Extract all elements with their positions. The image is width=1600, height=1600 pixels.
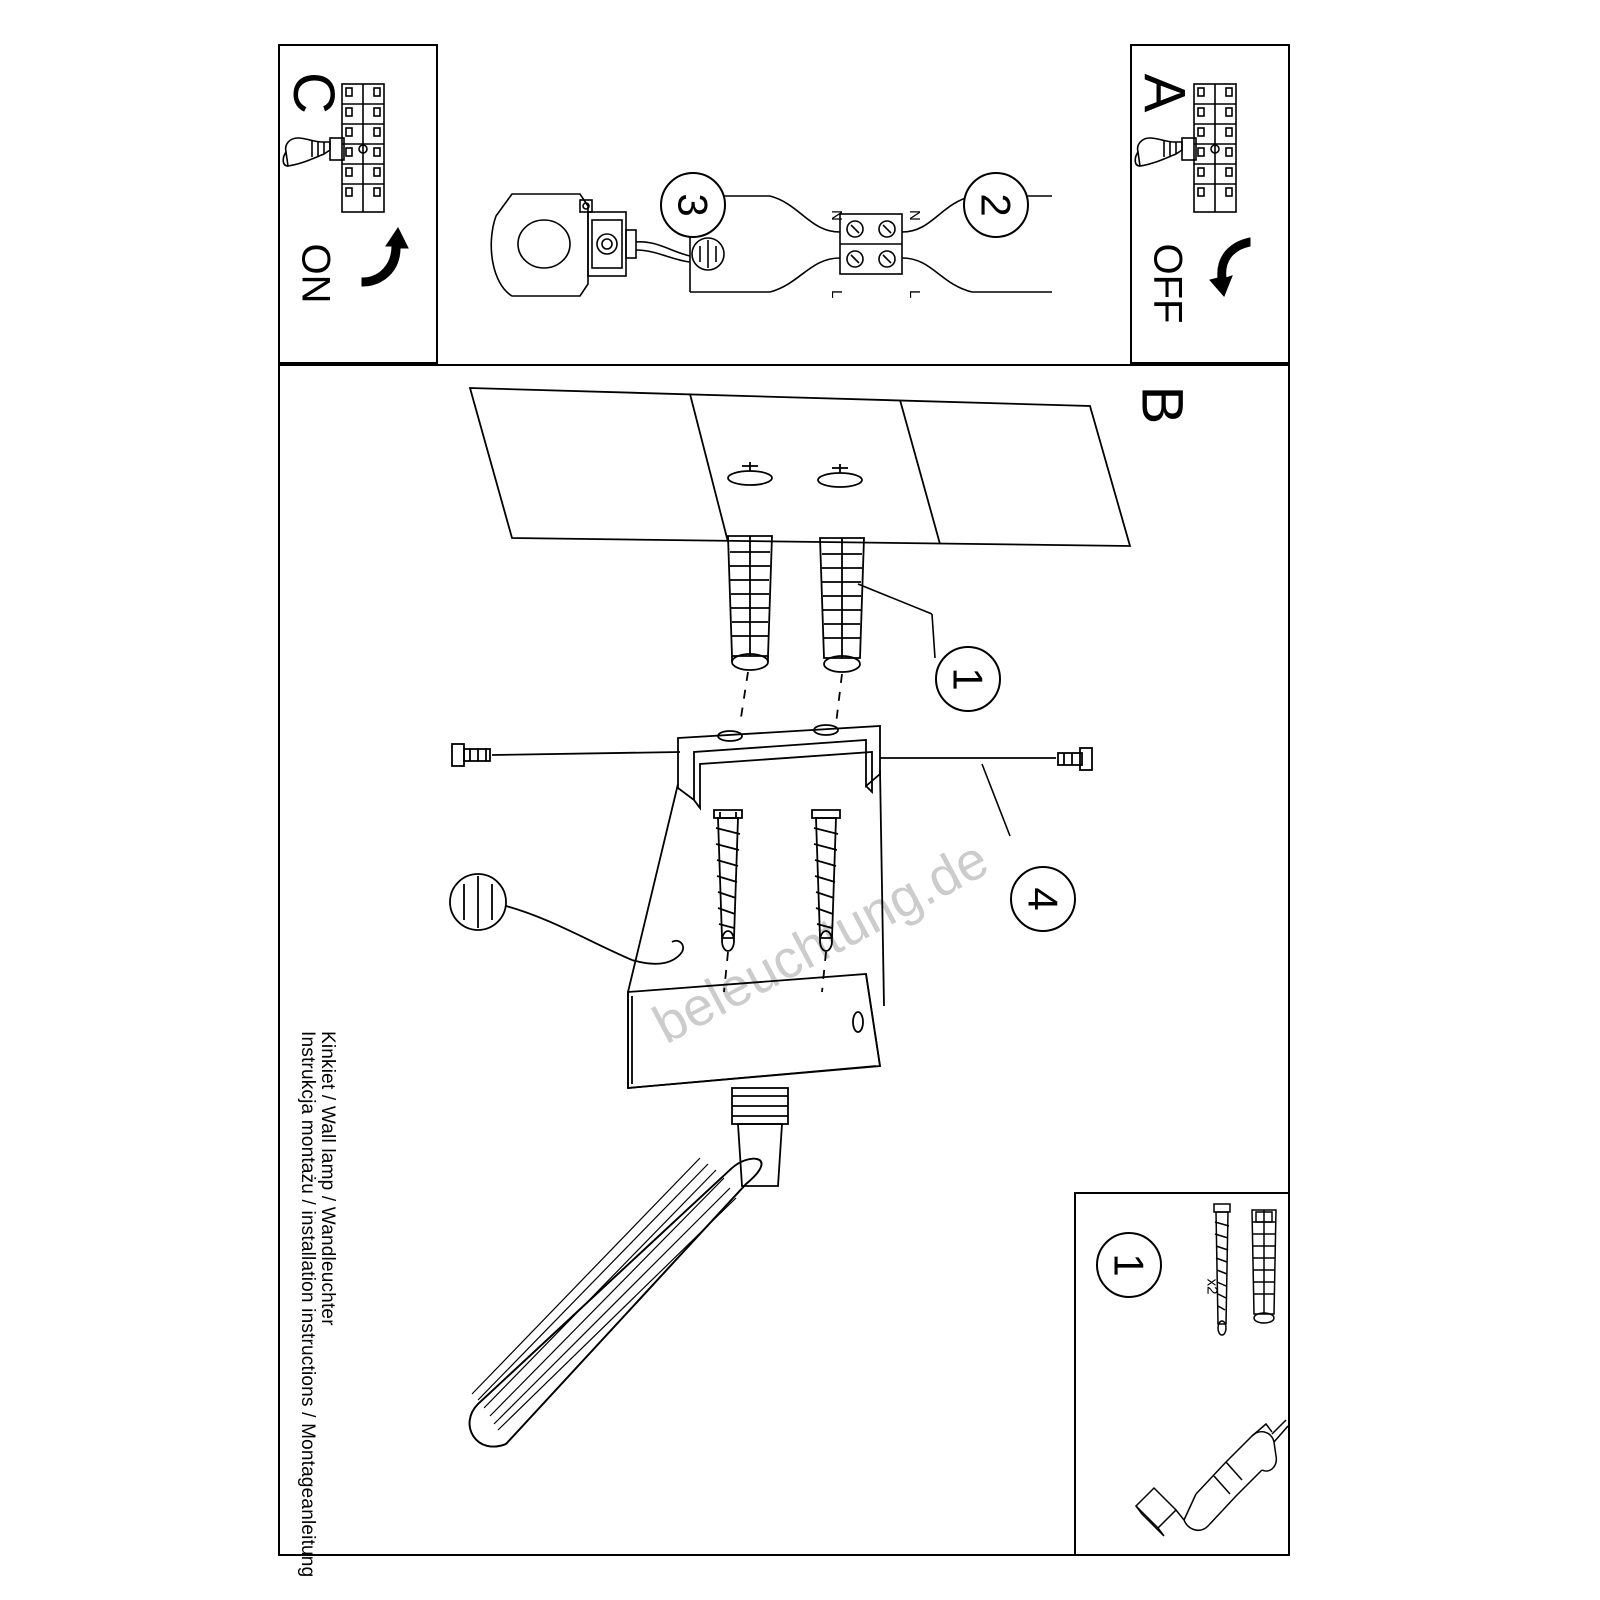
panel-c	[278, 44, 438, 364]
panel-a-state-label: OFF	[1145, 243, 1190, 324]
panel-a-letter: A	[1131, 73, 1197, 113]
callout-step-1-parts-label: 1	[1105, 1253, 1153, 1277]
callout-step-1-main-label: 1	[944, 667, 992, 691]
breaker-on-illustration	[280, 46, 436, 362]
callout-step-2	[963, 172, 1029, 238]
terminal-label-l-left: L	[828, 290, 845, 299]
callout-step-1-main	[935, 646, 1001, 712]
terminal-label-l-right: L	[906, 290, 923, 299]
callout-step-4-main	[1010, 866, 1076, 932]
parts-quantity-label: x2	[1203, 1278, 1221, 1295]
callout-step-2-label: 2	[972, 193, 1020, 217]
watermark: beleuchtung.de	[643, 828, 998, 1056]
top-middle-steps	[440, 44, 1130, 364]
panel-c-letter: C	[280, 72, 346, 114]
panel-c-state-label: ON	[293, 243, 338, 304]
arrow-off-icon	[1210, 238, 1250, 296]
document-subtitle: Kinkiet / Wall lamp / Wandleuchter	[317, 1031, 338, 1326]
callout-step-4-main-label: 4	[1019, 887, 1067, 911]
parts-illustration	[1076, 1194, 1288, 1554]
arrow-on-icon	[362, 228, 408, 286]
document-title: Instrukcja montażu / installation instructions / Montageanleitung	[297, 1031, 318, 1578]
breaker-off-illustration	[1132, 46, 1288, 362]
panel-a	[1130, 44, 1290, 364]
terminal-label-n-left: N	[828, 210, 845, 221]
panel-parts	[1074, 1192, 1290, 1556]
callout-step-3-label: 3	[669, 193, 717, 217]
panel-b-letter: B	[1129, 385, 1195, 425]
terminal-label-n-right: N	[906, 210, 923, 221]
callout-step-3	[660, 172, 726, 238]
